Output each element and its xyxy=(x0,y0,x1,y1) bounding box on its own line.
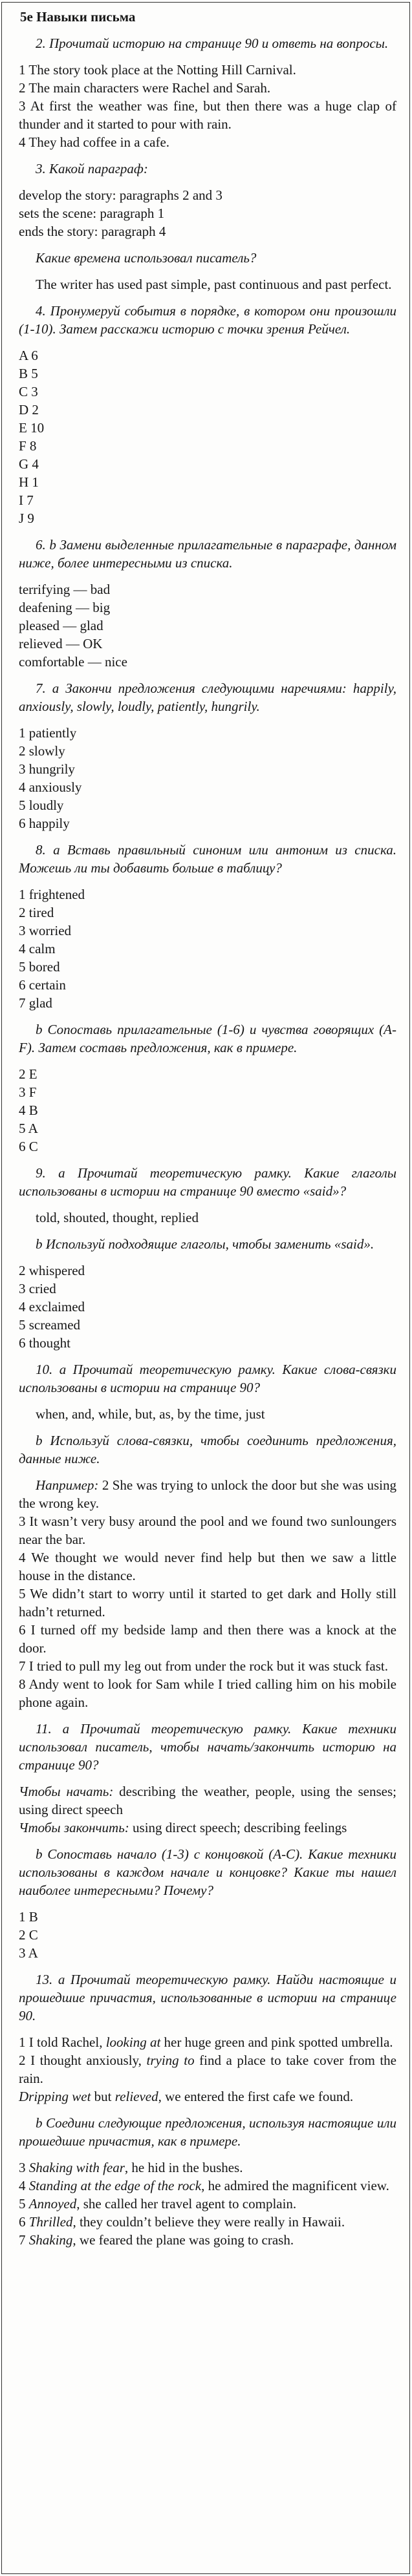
answer-line: 5 A xyxy=(19,1121,38,1136)
exercise-instruction: 13. a Прочитай теоретическую рамку. Найди настоящие и прошедшие причастия, использованные в истории на странице 90. xyxy=(19,1972,396,2023)
answer-line: I 7 xyxy=(19,492,34,508)
answer-line: 4 They had coffee in a cafe. xyxy=(19,134,170,150)
answer-line: terrifying — bad xyxy=(19,582,111,597)
exercise-instruction: 8. a Вставь правильный синоним или антоним из списка. Можешь ли ты добавить больше в таблицу? xyxy=(19,842,396,876)
answer-line: 2 C xyxy=(19,1927,38,1943)
answer-list xyxy=(19,2159,396,2249)
answer-line: 7 Shaking, we feared the plane was going to crash. xyxy=(19,2232,294,2248)
answer-line: 4 B xyxy=(19,1103,38,1118)
exercise-instruction: 3. Какой параграф: xyxy=(36,161,148,176)
answer-line: 2 E xyxy=(19,1066,38,1082)
answer-line: Чтобы начать: describing the weather, people, using the senses; using direct speech xyxy=(19,1784,396,1817)
answer-line: sets the scene: paragraph 1 xyxy=(19,206,165,221)
answer-line: 3 worried xyxy=(19,923,72,938)
answer-line: 2 I thought anxiously, trying to find a place to take cover from the rain. xyxy=(19,2053,397,2086)
answer-line: 1 I told Rachel, looking at her huge green and pink spotted umbrella. xyxy=(19,2034,393,2050)
answer-list xyxy=(19,1262,396,1352)
exercise-instruction: 10. a Прочитай теоретическую рамку. Какие слова-связки использованы в истории на странице 90? xyxy=(19,1362,396,1395)
answer-list xyxy=(19,1782,396,1837)
answer-list xyxy=(19,61,396,151)
answer-line: 5 bored xyxy=(19,959,60,975)
answer-list xyxy=(19,1065,396,1156)
answer-line: 4 We thought we would never find help but then we saw a little house in the distance. xyxy=(19,1550,396,1583)
answer-line: 1 patiently xyxy=(19,725,77,741)
answer-line: 2 whispered xyxy=(19,1263,85,1278)
answer-list xyxy=(19,885,396,1012)
answer-list xyxy=(19,186,396,240)
example-answer: Например: 2 She was trying to unlock the door but she was using the wrong key. xyxy=(19,1477,396,1511)
answer-list xyxy=(19,2033,396,2106)
answer-line: 1 The story took place at the Notting Hill Carnival. xyxy=(19,62,296,78)
answer-line: 6 Thrilled, they couldn’t believe they were really in Hawaii. xyxy=(19,2214,345,2230)
answer-line: 8 Andy went to look for Sam while I tried calling him on his mobile phone again. xyxy=(19,1676,396,1710)
answer-paragraph: The writer has used past simple, past continuous and past perfect. xyxy=(36,277,392,292)
exercise-instruction: b Используй подходящие глаголы, чтобы заменить «said». xyxy=(36,1236,374,1252)
answer-list xyxy=(19,1908,396,1962)
answer-line: 3 hungrily xyxy=(19,761,75,777)
answer-line: relieved — OK xyxy=(19,636,103,651)
answer-line: 6 happily xyxy=(19,816,70,831)
answer-line: 4 anxiously xyxy=(19,779,82,795)
answer-line: J 9 xyxy=(19,511,34,526)
answer-line: E 10 xyxy=(19,420,45,436)
answer-line: 6 thought xyxy=(19,1335,70,1351)
answer-line: 5 loudly xyxy=(19,797,64,813)
answer-line: develop the story: paragraphs 2 and 3 xyxy=(19,187,222,203)
answer-line: deafening — big xyxy=(19,600,111,615)
answer-line: 5 Annoyed, she called her travel agent to complain. xyxy=(19,2196,297,2212)
answer-line: G 4 xyxy=(19,456,39,472)
answer-line: 6 I turned off my bedside lamp and then there was a knock at the door. xyxy=(19,1622,396,1656)
exercise-instruction: 9. a Прочитай теоретическую рамку. Какие глаголы использованы в истории на странице 90 вместо «said»? xyxy=(19,1165,396,1199)
exercise-instruction: 11. a Прочитай теоретическую рамку. Какие техники использовал писатель, чтобы начать/закончить историю на странице 90? xyxy=(19,1721,396,1773)
answer-line: 5 screamed xyxy=(19,1317,81,1333)
answer-line: 4 exclaimed xyxy=(19,1299,85,1314)
answer-line: 3 A xyxy=(19,1945,38,1961)
answer-list xyxy=(19,346,396,527)
answer-line: C 3 xyxy=(19,384,38,399)
answer-line: ends the story: paragraph 4 xyxy=(19,224,166,239)
answer-list xyxy=(19,724,396,832)
answer-line: pleased — glad xyxy=(19,618,103,633)
answer-line: 7 glad xyxy=(19,995,52,1011)
answer-line: 7 I tried to pull my leg out from under the rock but it was stuck fast. xyxy=(19,1658,388,1674)
answer-line: 2 The main characters were Rachel and Sarah. xyxy=(19,80,271,96)
answer-line: comfortable — nice xyxy=(19,654,127,670)
answer-line: 4 calm xyxy=(19,941,56,956)
answer-line: 3 cried xyxy=(19,1281,56,1296)
answer-paragraph: when, and, while, but, as, by the time, just xyxy=(36,1406,265,1422)
answer-line: 1 frightened xyxy=(19,887,85,902)
answer-line: 1 B xyxy=(19,1909,38,1925)
answer-line: 3 It wasn’t very busy around the pool and we found two sunloungers near the bar. xyxy=(19,1514,396,1547)
exercise-instruction: 4. Пронумеруй события в порядке, в котором они произошли (1-10). Затем расскажи историю с точки зрения Рейчел. xyxy=(19,303,396,337)
answer-line: 3 Shaking with fear, he hid in the bushes. xyxy=(19,2160,243,2175)
exercise-instruction: Какие времена использовал писатель? xyxy=(36,250,257,266)
answer-line: 5 We didn’t start to worry until it started to get dark and Holly still hadn’t returned. xyxy=(19,1586,396,1620)
answer-line: A 6 xyxy=(19,348,38,363)
exercise-content xyxy=(19,34,396,2249)
page-frame xyxy=(1,2,410,2574)
answer-line: D 2 xyxy=(19,402,39,417)
answer-paragraph: told, shouted, thought, replied xyxy=(36,1210,199,1225)
exercise-instruction: b Соедини следующие предложения, используя настоящие или прошедшие причастия, как в примере. xyxy=(19,2115,396,2149)
answer-line: 3 At first the weather was fine, but then there was a huge clap of thunder and it started to pour with rain. xyxy=(19,98,396,132)
answer-list xyxy=(19,1512,396,1711)
page-title: 5e Навыки письма xyxy=(20,9,136,25)
exercise-instruction: 6. b Замени выделенные прилагательные в параграфе, данном ниже, более интересными из списка. xyxy=(19,537,396,571)
answer-line: 2 tired xyxy=(19,905,54,920)
answer-line: 3 F xyxy=(19,1084,37,1100)
answer-line: 6 C xyxy=(19,1139,38,1154)
exercise-instruction: b Используй слова-связки, чтобы соединить предложения, данные ниже. xyxy=(19,1433,396,1466)
answer-line: 2 slowly xyxy=(19,743,65,759)
answer-line: H 1 xyxy=(19,474,39,490)
answer-line: Dripping wet but relieved, we entered the first cafe we found. xyxy=(19,2089,354,2104)
exercise-instruction: b Сопоставь начало (1-3) с концовкой (A-C). Какие техники использованы в каждом начале и концовке? Какие ты нашел наиболее интересными? Почему? xyxy=(19,1846,396,1898)
answer-line: 6 certain xyxy=(19,977,66,993)
exercise-instruction: 2. Прочитай историю на странице 90 и ответь на вопросы. xyxy=(36,36,389,51)
exercise-instruction: b Сопоставь прилагательные (1-6) и чувства говорящих (A-F). Затем составь предложения, как в примере. xyxy=(19,1022,396,1055)
answer-line: F 8 xyxy=(19,438,37,454)
answer-line: B 5 xyxy=(19,366,38,381)
answer-line: 4 Standing at the edge of the rock, he admired the magnificent view. xyxy=(19,2178,389,2193)
answer-line: Чтобы закончить: using direct speech; describing feelings xyxy=(19,1820,347,1835)
answer-list xyxy=(19,580,396,671)
exercise-instruction: 7. a Закончи предложения следующими наречиями: happily, anxiously, slowly, loudly, patiently, hungrily. xyxy=(19,681,396,714)
